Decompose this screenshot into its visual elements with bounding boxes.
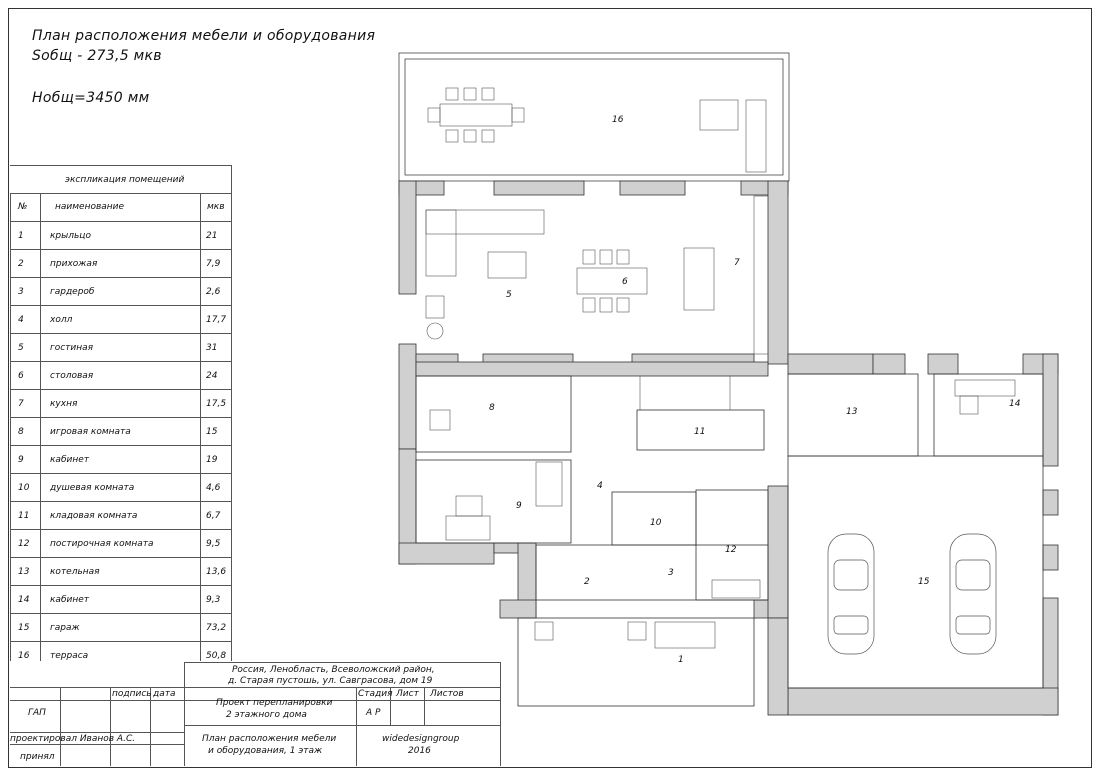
accepted-label: принял [20, 752, 55, 762]
explication-area: 50,8 [206, 651, 227, 661]
explication-no: 5 [18, 343, 24, 353]
explication-name: душевая комната [50, 483, 135, 493]
explication-area: 9,3 [206, 595, 221, 605]
stage-value: А Р [366, 708, 381, 718]
company-name: widedesigngroup [382, 734, 460, 744]
explication-area: 24 [206, 371, 218, 381]
explication-no: 6 [18, 371, 24, 381]
explication-no: 13 [18, 567, 30, 577]
explication-area: 4,6 [206, 483, 221, 493]
explication-area: 2,6 [206, 287, 221, 297]
room-label-8: 8 [489, 403, 495, 413]
explication-area: 6,7 [206, 511, 221, 521]
explication-no: 7 [18, 399, 24, 409]
address-line-2: д. Старая пустошь, ул. Савграсова, дом 19 [228, 676, 433, 686]
date-label: дата [153, 689, 176, 699]
explication-no: 8 [18, 427, 24, 437]
col-header-no: № [18, 202, 28, 212]
room-label-16: 16 [612, 115, 624, 125]
room-label-4: 4 [597, 481, 603, 491]
explication-caption: экспликация помещений [65, 175, 185, 185]
designed-by: проектировал Иванов А.С. [10, 734, 136, 744]
col-header-name: наименование [55, 202, 125, 212]
room-label-15: 15 [918, 577, 930, 587]
explication-no: 2 [18, 259, 24, 269]
project-line-1: Проект перепланировки [216, 698, 333, 708]
explication-area: 73,2 [206, 623, 227, 633]
room-label-1: 1 [678, 655, 684, 665]
explication-name: прихожая [50, 259, 98, 269]
explication-name: кладовая комната [50, 511, 138, 521]
total-height: Нобщ=3450 мм [32, 90, 150, 106]
explication-area: 17,5 [206, 399, 227, 409]
room-label-13: 13 [846, 407, 858, 417]
gap-label: ГАП [28, 708, 46, 718]
sheets-label: Листов [430, 689, 464, 699]
explication-name: столовая [50, 371, 94, 381]
explication-name: холл [50, 315, 73, 325]
address-line-1: Россия, Ленобласть, Всеволожский район, [232, 665, 435, 675]
explication-name: крыльцо [50, 231, 91, 241]
explication-name: терраса [50, 651, 89, 661]
room-label-10: 10 [650, 518, 662, 528]
explication-area: 9,5 [206, 539, 221, 549]
room-label-2: 2 [584, 577, 590, 587]
explication-name: гараж [50, 623, 80, 633]
col-header-area: мкв [207, 202, 225, 212]
room-label-5: 5 [506, 290, 512, 300]
sheet-title-line-2: и оборудования, 1 этаж [208, 746, 323, 756]
explication-name: постирочная комната [50, 539, 154, 549]
room-label-12: 12 [725, 545, 737, 555]
sheet-label: Лист [396, 689, 419, 699]
explication-no: 4 [18, 315, 24, 325]
explication-area: 13,6 [206, 567, 227, 577]
explication-no: 14 [18, 595, 30, 605]
explication-no: 1 [18, 231, 24, 241]
explication-no: 12 [18, 539, 30, 549]
project-line-2: 2 этажного дома [226, 710, 307, 720]
title-block [10, 662, 1058, 766]
explication-name: гардероб [50, 287, 95, 297]
explication-no: 9 [18, 455, 24, 465]
explication-name: игровая комната [50, 427, 131, 437]
explication-area: 7,9 [206, 259, 221, 269]
explication-name: кабинет [50, 595, 90, 605]
explication-area: 31 [206, 343, 218, 353]
explication-no: 11 [18, 511, 30, 521]
year: 2016 [408, 746, 431, 756]
room-label-14: 14 [1009, 399, 1021, 409]
room-label-9: 9 [516, 501, 522, 511]
explication-name: котельная [50, 567, 100, 577]
total-area: Sобщ - 273,5 мкв [32, 48, 162, 64]
explication-no: 16 [18, 651, 30, 661]
explication-no: 15 [18, 623, 30, 633]
sheet-title-line-1: План расположения мебели [202, 734, 337, 744]
explication-area: 15 [206, 427, 218, 437]
explication-area: 21 [206, 231, 218, 241]
stage-label: Стадия [358, 689, 393, 699]
room-label-3: 3 [668, 568, 674, 578]
room-label-7: 7 [734, 258, 740, 268]
explication-name: гостиная [50, 343, 94, 353]
room-label-11: 11 [694, 427, 706, 437]
explication-no: 3 [18, 287, 24, 297]
explication-no: 10 [18, 483, 30, 493]
signature-label: подпись [112, 689, 152, 699]
explication-name: кабинет [50, 455, 90, 465]
explication-area: 19 [206, 455, 218, 465]
plan-title: План расположения мебели и оборудования [32, 28, 376, 44]
explication-area: 17,7 [206, 315, 227, 325]
room-label-6: 6 [622, 277, 628, 287]
explication-name: кухня [50, 399, 78, 409]
